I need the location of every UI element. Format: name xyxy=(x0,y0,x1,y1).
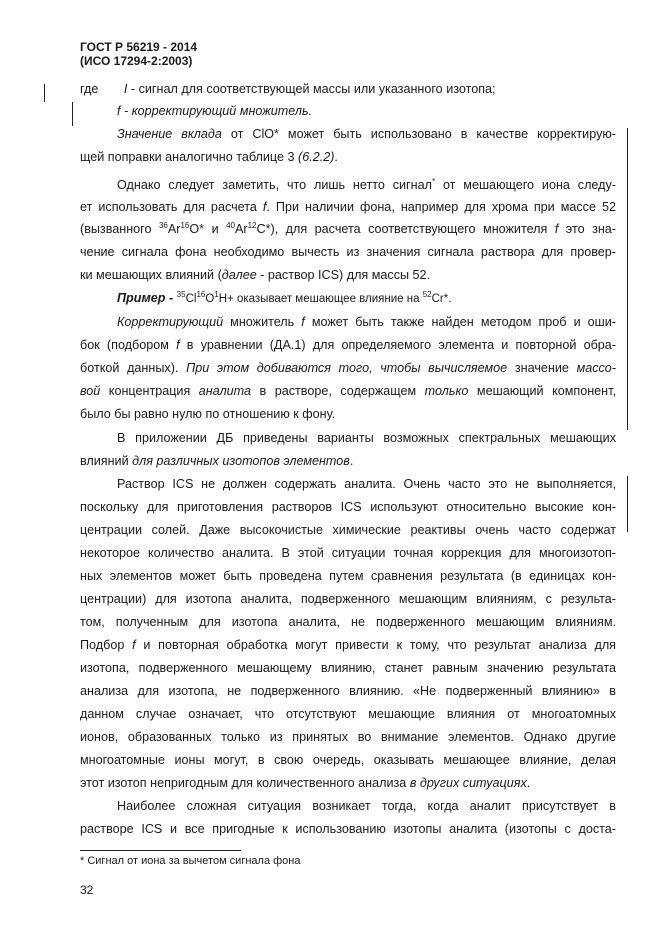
text-line: бок (подбором f в уравнении (ДА.1) для определяемого элемента и повторной обра- xyxy=(80,338,616,352)
text-line: растворе ICS и все пригодные к использованию изотопы аналита (изотопы с доста- xyxy=(80,822,616,836)
text-line: центрации солей. Даже высокочистые химические реактивы очень часто содержат xyxy=(80,523,616,537)
text-line: Раствор ICS не должен содержать аналита. Очень часто это не выполняется, xyxy=(117,477,616,491)
change-bar xyxy=(627,128,628,430)
standard-number: ГОСТ Р 56219 - 2014 xyxy=(80,40,198,54)
text-line: Значение вклада от ClO* может быть использовано в качестве корректирую- xyxy=(117,127,617,141)
text-line: вой концентрация аналита в растворе, содержащем только мешающий компонент, xyxy=(80,384,616,398)
text-line: Корректирующий множитель f может быть также найден методом проб и оши- xyxy=(117,315,616,329)
text-line: щей поправки аналогично таблице 3 (6.2.2). xyxy=(80,150,338,164)
text-line: ет использовать для расчета f. При наличии фона, например для хрома при массе 52 xyxy=(80,200,616,214)
footnote-separator xyxy=(80,850,241,851)
standard-iso-ref: (ИСО 17294-2:2003) xyxy=(80,54,193,68)
text-line: где I - сигнал для соответствующей массы или указанного изотопа; xyxy=(80,82,496,96)
text-line: ионов, образованных только из принятых во внимание элементов. Однако другие xyxy=(80,730,616,744)
footnote: * Сигнал от иона за вычетом сигнала фона xyxy=(80,855,301,867)
text-line: боткой данных). При этом добиваются того, чтобы вычисляемое значение массо- xyxy=(80,361,616,375)
change-bar xyxy=(44,84,45,102)
text-line: В приложении ДБ приведены варианты возможных спектральных мешающих xyxy=(117,431,616,445)
text-line: этот изотоп непригодным для количественного анализа в других ситуациях. xyxy=(80,776,531,790)
text-line: поскольку для приготовления растворов ICS используют относительно высокие кон- xyxy=(80,500,616,514)
text-line: ных элементов может быть проведена путем сравнения результата (в единицах кон- xyxy=(80,569,616,583)
text-line: чение сигнала фона необходимо вычесть из значения сигнала раствора для провер- xyxy=(80,245,616,259)
text-line: Подбор f и повторная обработка могут привести к тому, что результат анализа для xyxy=(80,638,617,652)
text-line: некоторое количество аналита. В этой ситуации точная коррекция для многоизотоп- xyxy=(80,546,616,560)
text-line: многоатомные ионы могут, в свою очередь, оказывать мешающее влияние, делая xyxy=(80,753,616,767)
change-bar xyxy=(72,102,73,126)
text-line: Наиболее сложная ситуация возникает тогда, когда аналит присутствует в xyxy=(117,799,616,813)
text-line: том, полученным для изотопа аналита, не подверженного мешающим влияниям. xyxy=(80,615,616,629)
text-line: данном случае означает, что отсутствуют мешающие влияния от многоатомных xyxy=(80,707,616,721)
page-number: 32 xyxy=(80,883,94,897)
text-line: изотопа, подверженного мешающему влиянию, станет равным значению результата xyxy=(80,661,616,675)
change-bar xyxy=(627,476,628,532)
text-line: f - корректирующий множитель. xyxy=(117,104,313,118)
text-line: анализа для изотопа, не подверженного влиянию. «Не подверженный влиянию» в xyxy=(80,684,616,698)
text-line: ки мешающих влияний (далее - раствор ICS) для массы 52. xyxy=(80,268,431,282)
text-line: было бы равно нулю по отношению к фону. xyxy=(80,407,336,421)
text-line: Однако следует заметить, что лишь нетто сигнал* от мешающего иона следу- xyxy=(117,177,616,192)
text-line: центрации) для изотопа аналита, подверженного мешающим влияниям, с результа- xyxy=(80,592,616,606)
text-line: (вызванного $^{36}$Ar$^{16}$O* и $^{40}$Ar$^{12}$C*), для расчета соответствующего множителя f это зна- xyxy=(80,221,616,236)
text-line: влияний для различных изотопов элементов. xyxy=(80,454,354,468)
example-line: Пример - $^{35}Cl^{16}O^1H+$ оказывает мешающее влияние на $^{52}$Cr*. xyxy=(117,290,452,305)
